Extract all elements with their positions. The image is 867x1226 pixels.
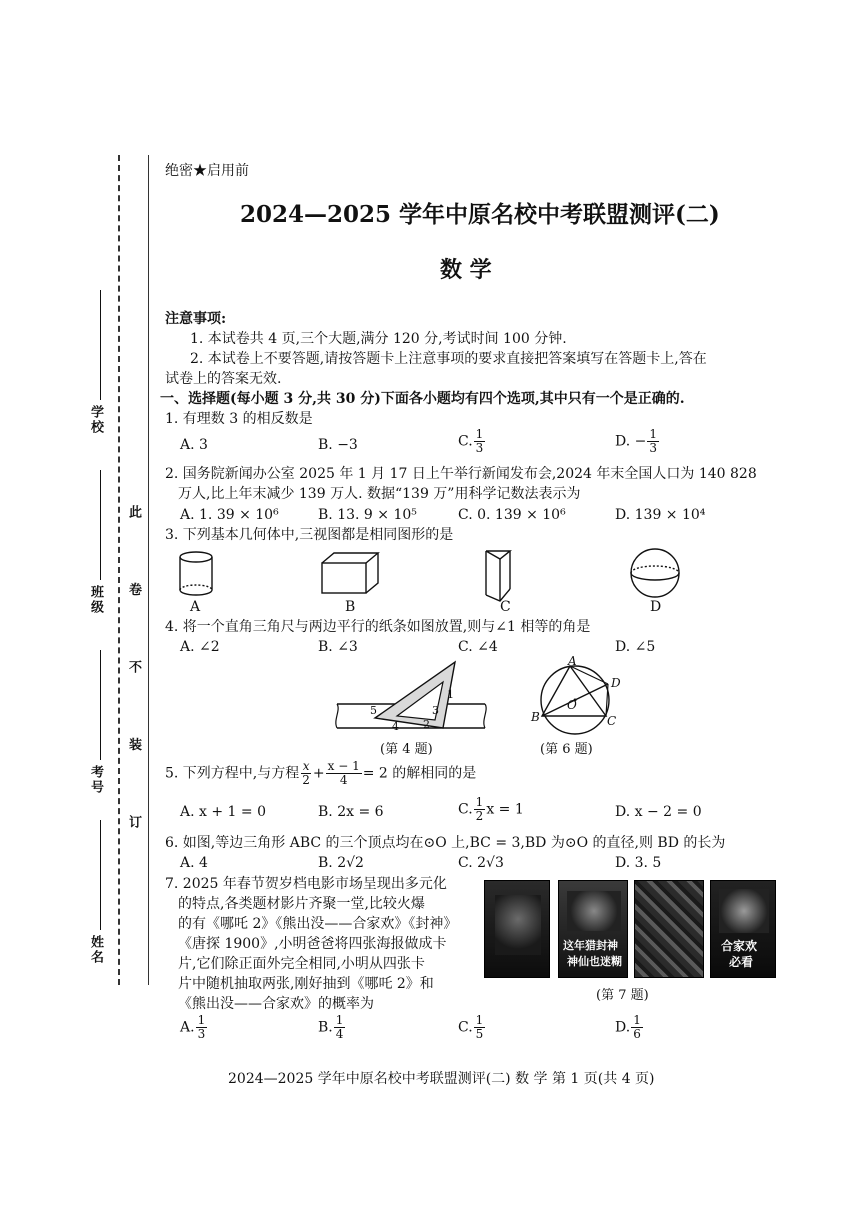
q2-option-b: B. 13. 9 × 10⁵ [318, 507, 417, 523]
margin-dashed-line [118, 155, 120, 985]
sphere-figure [631, 549, 679, 597]
q2-option-c: C. 0. 139 × 10⁶ [458, 507, 566, 523]
class-blank [100, 470, 101, 580]
q3-label-a: A [190, 599, 201, 615]
subject-title: 数 学 [440, 257, 492, 283]
seal-line-text: 此 卷 不 装 订 [126, 505, 141, 859]
q4-option-b: B. ∠3 [318, 639, 358, 655]
q4-option-a: A. ∠2 [180, 639, 220, 655]
school-label: 学校 [88, 405, 103, 435]
q4-angle-4: 4 [392, 720, 399, 733]
name-blank [100, 820, 101, 930]
poster-fengshen-image [558, 880, 628, 978]
q1-stem: 1. 有理数 3 的相反数是 [165, 411, 313, 427]
q4-angle-1: 1 [447, 688, 454, 701]
q4-angle-3: 3 [432, 704, 439, 717]
poster-tangtan-image [634, 880, 704, 978]
q7-option-a: A. $\frac{1}{3}$ [180, 1013, 206, 1041]
exam-title: 2024—2025 学年中原名校中考联盟测评(二) [240, 201, 720, 228]
q2-line-1: 2. 国务院新闻办公室 2025 年 1 月 17 日上午举行新闻发布会,2024 年末全国人口为 140 828 [165, 466, 757, 482]
q7-figure-caption: (第 7 题) [596, 988, 649, 1003]
page-footer: 2024—2025 学年中原名校中考联盟测评(二) 数 学 第 1 页(共 4 页) [228, 1071, 655, 1087]
q4-figure [335, 658, 495, 738]
cuboid-figure [322, 553, 378, 593]
q4-option-c: C. ∠4 [458, 639, 498, 655]
q6-point-o: O [567, 698, 577, 712]
q6-point-a: A [568, 654, 577, 668]
q6-point-c: C [607, 714, 617, 728]
prism-figure [486, 551, 510, 601]
note-3: 试卷上的答案无效. [165, 371, 282, 387]
q5-stem: 5. 下列方程中,与方程 $\frac{x}{2}$ + $\frac{x - 1}{4}$ = 2 的解相同的是 [165, 759, 477, 787]
q4-angle-2: 2 [423, 718, 430, 731]
q7-option-c: C. $\frac{1}{5}$ [458, 1013, 484, 1041]
q1-option-d: D. − $\frac{1}{3}$ [615, 427, 657, 455]
q6-point-d: D [611, 676, 621, 690]
q7-line-3: 的有《哪吒 2》《熊出没——合家欢》《封神》 [178, 916, 458, 932]
exam-no-blank [100, 650, 101, 760]
q7-line-7: 《熊出没——合家欢》的概率为 [178, 996, 374, 1012]
exam-no-label: 考号 [88, 765, 103, 795]
q4-option-d: D. ∠5 [615, 639, 656, 655]
poster-fengshen-text-2: 神仙也迷糊 [567, 955, 622, 968]
note-2: 2. 本试卷上不要答题,请按答题卡上注意事项的要求直接把答案填写在答题卡上,答在 [190, 351, 707, 367]
q5-option-d: D. x − 2 = 0 [615, 804, 702, 820]
q2-option-a: A. 1. 39 × 10⁶ [180, 507, 279, 523]
cylinder-figure [180, 552, 212, 595]
q4-figure-caption: (第 4 题) [380, 742, 433, 757]
q7-line-2: 的特点,各类题材影片齐聚一堂,比较火爆 [178, 896, 425, 912]
q5-option-a: A. x + 1 = 0 [180, 804, 266, 820]
q4-angle-5: 5 [370, 704, 377, 717]
q7-line-1: 7. 2025 年春节贺岁档电影市场呈现出多元化 [165, 876, 447, 892]
note-1: 1. 本试卷共 4 页,三个大题,满分 120 分,考试时间 100 分钟. [190, 331, 567, 347]
q3-label-d: D [650, 599, 662, 615]
poster-xiongchumo-image [710, 880, 776, 978]
q2-option-d: D. 139 × 10⁴ [615, 507, 706, 523]
q6-point-b: B [531, 710, 540, 724]
poster-xiongchumo-text-1: 合家欢 [721, 939, 758, 953]
poster-nezha-image [484, 880, 550, 978]
margin-solid-line [148, 155, 149, 985]
q1-option-a: A. 3 [180, 437, 208, 453]
q6-figure-caption: (第 6 题) [540, 742, 593, 757]
q2-line-2: 万人,比上年末减少 139 万人. 数据“139 万”用科学记数法表示为 [178, 486, 581, 502]
name-label: 姓名 [88, 935, 103, 965]
q6-option-b: B. 2√2 [318, 855, 364, 871]
q1-option-c: C. $\frac{1}{3}$ [458, 427, 484, 455]
q7-line-5: 片,它们除正面外完全相同,小明从四张卡 [178, 956, 425, 972]
poster-xiongchumo-text-2: 必看 [729, 955, 754, 969]
poster-fengshen-text-1: 这年猎封神 [563, 939, 618, 952]
q7-line-6: 片中随机抽取两张,刚好抽到《哪吒 2》和 [178, 976, 434, 992]
q4-stem: 4. 将一个直角三角尺与两边平行的纸条如图放置,则与∠1 相等的角是 [165, 619, 591, 635]
q3-label-c: C [500, 599, 511, 615]
q6-stem: 6. 如图,等边三角形 ABC 的三个顶点均在⊙O 上,BC = 3,BD 为⊙O 的直径,则 BD 的长为 [165, 835, 726, 851]
q6-option-c: C. 2√3 [458, 855, 504, 871]
q1-option-b: B. −3 [318, 437, 358, 453]
q3-label-b: B [345, 599, 356, 615]
q7-line-4: 《唐探 1900》,小明爸爸将四张海报做成卡 [178, 936, 447, 952]
q5-option-b: B. 2x = 6 [318, 804, 384, 820]
q5-option-c: C. $\frac{1}{2}$ x = 1 [458, 795, 524, 823]
q6-option-a: A. 4 [180, 855, 208, 871]
q7-option-d: D. $\frac{1}{6}$ [615, 1013, 641, 1041]
q7-option-b: B. $\frac{1}{4}$ [318, 1013, 344, 1041]
notes-heading: 注意事项: [165, 311, 227, 327]
q6-option-d: D. 3. 5 [615, 855, 662, 871]
q3-figures [160, 545, 720, 615]
section-1-heading: 一、选择题(每小题 3 分,共 30 分)下面各小题均有四个选项,其中只有一个是正确的. [160, 391, 685, 407]
q3-stem: 3. 下列基本几何体中,三视图都是相同图形的是 [165, 527, 454, 543]
secret-mark: 绝密★启用前 [165, 163, 249, 179]
school-blank [100, 290, 101, 400]
class-label: 班级 [88, 585, 103, 615]
